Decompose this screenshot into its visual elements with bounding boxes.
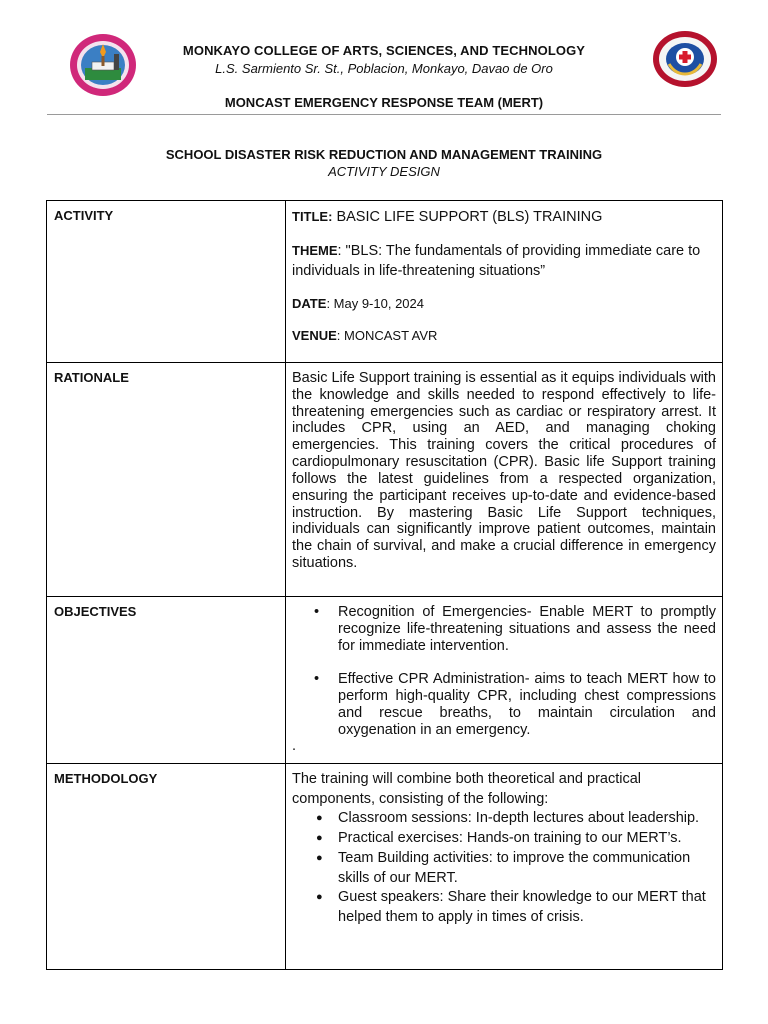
- list-item: ● Practical exercises: Hands-on training to our MERT’s.: [316, 830, 682, 847]
- college-name: MONKAYO COLLEGE OF ARTS, SCIENCES, AND TECHNOLOGY: [182, 43, 586, 58]
- team-name: MONCAST EMERGENCY RESPONSE TEAM (MERT): [224, 95, 544, 110]
- activity-label: ACTIVITY: [47, 201, 286, 363]
- list-item: ● Guest speakers: Share their knowledge to our MERT that helped them to apply in times of crisis.: [316, 889, 706, 926]
- activity-row: [47, 201, 723, 363]
- list-item: ● Classroom sessions: In-depth lectures about leadership.: [316, 810, 700, 827]
- activity-design-table: [46, 200, 723, 970]
- objectives-list: [292, 604, 716, 739]
- college-address: L.S. Sarmiento Sr. St., Poblacion, Monkayo, Davao de Oro: [215, 61, 553, 76]
- activity-title: TITLE: BASIC LIFE SUPPORT (BLS) TRAINING: [292, 209, 603, 225]
- methodology-intro: The training will combine both theoretical and practical components, consisting of the following:: [292, 771, 641, 807]
- methodology-list: [292, 809, 716, 927]
- list-item: • Recognition of Emergencies- Enable MERT to promptly recognize life-threatening situations and assess the need for immediate intervention.: [314, 604, 716, 654]
- objectives-label: OBJECTIVES: [47, 597, 286, 764]
- rationale-label: RATIONALE: [47, 363, 286, 597]
- list-item: • Effective CPR Administration- aims to teach MERT how to perform high-quality CPR, including chest compressions and rescue breaths, to maintain circulation and oxygenation in an emergency.: [314, 671, 716, 738]
- activity-venue: VENUE: MONCAST AVR: [292, 327, 438, 343]
- rationale-row: [47, 363, 723, 597]
- document-subtitle: ACTIVITY DESIGN: [328, 164, 440, 179]
- objectives-trailing: .: [292, 737, 297, 754]
- activity-theme: THEME: "BLS: The fundamentals of providing immediate care to individuals in life-threatening situations”: [292, 243, 701, 279]
- mert-logo: [651, 30, 719, 88]
- college-logo: [68, 32, 138, 98]
- methodology-row: [47, 764, 723, 970]
- activity-content: [286, 201, 723, 363]
- activity-date: DATE: May 9-10, 2024: [292, 296, 424, 311]
- objectives-row: [47, 597, 723, 764]
- rationale-text: Basic Life Support training is essential as it equips individuals with the knowledge and skills needed to respond effectively to life-threatening emergencies such as cardiac or respiratory arrest. It includes CPR, using an AED, and managing choking emergencies. This training covers the critical procedures of cardiopulmonary resuscitation (CPR). Basic life Support training follows the latest guidelines from a respected organization, ensuring the participant receives up-to-date and evidence-based instruction. By mastering Basic Life Support techniques, individuals can significantly improve patient outcomes, maintain the chain of survival, and make a crucial difference in emergency situations.: [292, 370, 716, 571]
- methodology-label: METHODOLOGY: [47, 764, 286, 970]
- document-title: SCHOOL DISASTER RISK REDUCTION AND MANAGEMENT TRAINING: [165, 147, 603, 162]
- list-item: ● Team Building activities: to improve the communication skills of our MERT.: [316, 849, 691, 886]
- header-divider: [47, 114, 721, 115]
